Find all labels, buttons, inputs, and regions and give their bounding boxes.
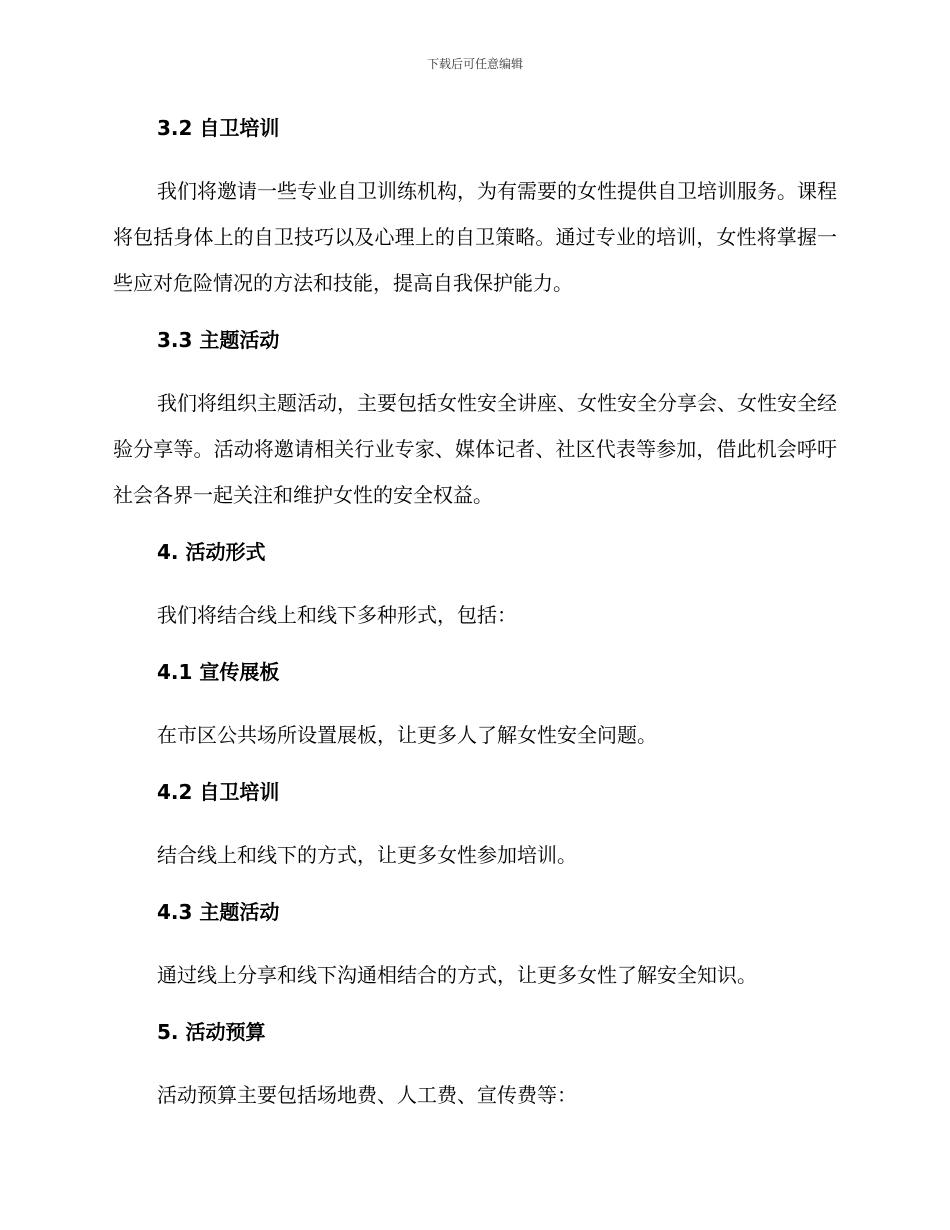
section-heading-5: 5. 活动预算 [157,1020,266,1044]
section-heading-3-2: 3.2 自卫培训 [157,116,280,140]
paragraph-training-mode: 结合线上和线下的方式，让更多女性参加培训。 [157,843,577,867]
paragraph-theme-activities: 我们将组织主题活动，主要包括女性安全讲座、女性安全分享会、女性安全经验分享等。活动将邀请相关行业专家、媒体记者、社区代表等参加，借此机会呼吁社会各界一起关注和维护女性的安全权益。 [113,391,837,507]
section-heading-4: 4. 活动形式 [157,540,266,564]
header-note: 下载后可任意编辑 [426,57,523,71]
paragraph-activity-forms: 我们将结合线上和线下多种形式，包括： [157,603,517,627]
paragraph-display-boards: 在市区公共场所设置展板，让更多人了解女性安全问题。 [157,723,657,747]
document-body [113,110,837,1118]
section-heading-4-1: 4.1 宣传展板 [157,660,280,684]
section-heading-4-2: 4.2 自卫培训 [157,780,280,804]
paragraph-self-defense-training: 我们将邀请一些专业自卫训练机构，为有需要的女性提供自卫培训服务。课程将包括身体上的自卫技巧以及心理上的自卫策略。通过专业的培训，女性将掌握一些应对危险情况的方法和技能，提高自我保护能力。 [113,179,837,295]
section-heading-3-3: 3.3 主题活动 [157,328,280,352]
paragraph-budget: 活动预算主要包括场地费、人工费、宣传费等： [157,1083,577,1107]
paragraph-activity-mode: 通过线上分享和线下沟通相结合的方式，让更多女性了解安全知识。 [157,963,757,987]
section-heading-4-3: 4.3 主题活动 [157,900,280,924]
